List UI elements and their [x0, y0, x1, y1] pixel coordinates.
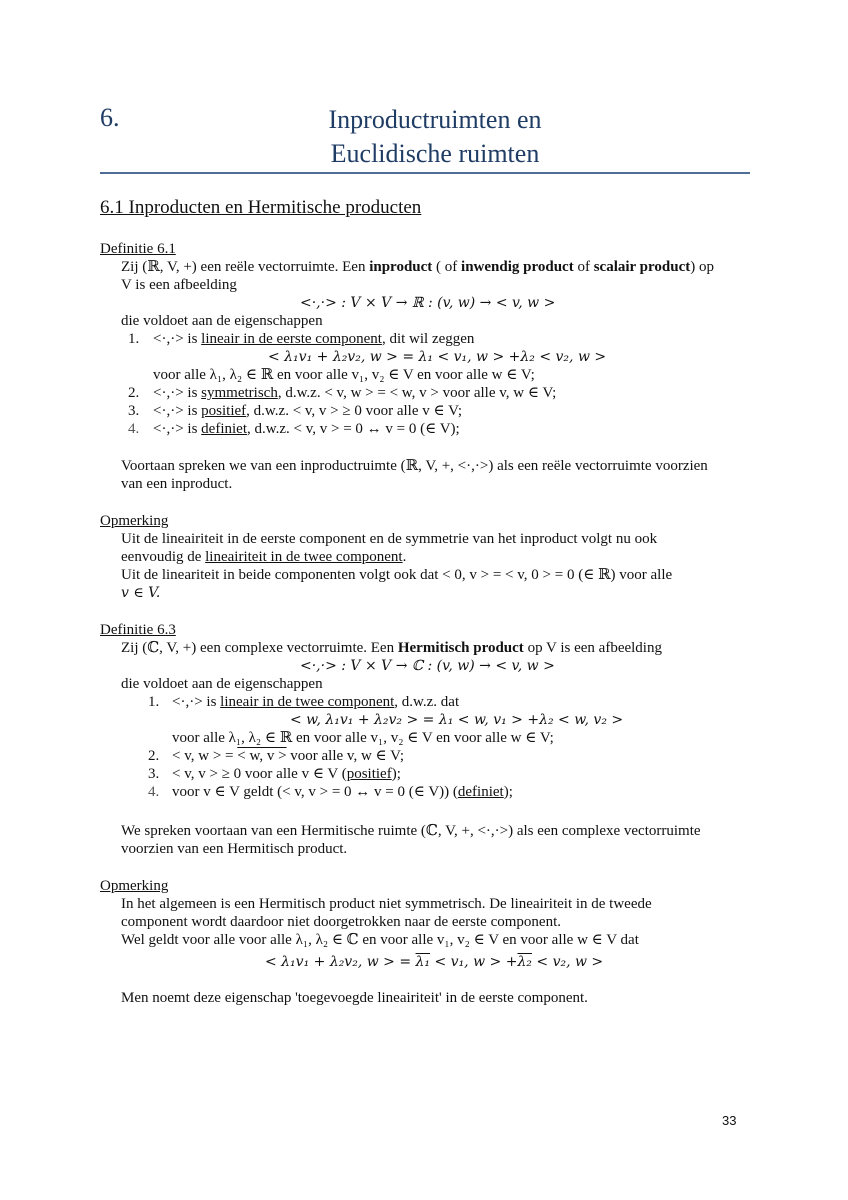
chapter-number: 6. — [100, 103, 120, 132]
property-text: , d.w.z. < v, v > ≥ 0 voor alle v ∈ V; — [246, 403, 462, 419]
definition-6-3-closing-line1: We spreken voortaan van een Hermitische ruimte (ℂ, V, +, <·,·>) als een complexe vectorruimte — [121, 823, 701, 839]
formula-part: < λ₁v₁ + λ₂v₂, w > = — [265, 954, 416, 970]
property-4-text — [153, 420, 460, 438]
hermitian-property-2-number: 2. — [148, 748, 160, 764]
property-1-text — [153, 330, 474, 348]
definition-6-1-map-formula: <·,·> : V × V → ℝ : (v, w) → < v, w > — [300, 295, 556, 311]
property-2-number: 2. — [128, 385, 140, 401]
definition-6-3-closing-line2: voorzien van een Hermitisch product. — [121, 841, 348, 857]
property-text: <·,·> is — [153, 385, 202, 401]
definition-6-1-closing-line2: van een inproduct. — [121, 476, 233, 492]
conjugate-lambda-1: λ₁ — [415, 954, 431, 970]
intro-text: Zij (ℝ, V, +) een reële vectorruimte. Een — [121, 259, 370, 275]
term-hermitisch-product: Hermitisch product — [397, 640, 524, 656]
property-term: symmetrisch — [201, 385, 278, 401]
chapter-title-line1: Inproductruimten en — [328, 105, 542, 134]
intro-text: ) op — [690, 259, 714, 275]
remark-text: eenvoudig de — [121, 549, 206, 565]
term-inwendig-product: inwendig product — [461, 259, 574, 275]
definition-6-3-satisfies: die voldoet aan de eigenschappen — [121, 676, 323, 692]
hermitian-property-2-text — [172, 747, 404, 765]
remark-term: lineairiteit in de twee component — [205, 549, 403, 565]
property-text: voor v ∈ V geldt (< v, v > = 0 ↔ v = 0 (∈ V)) ( — [172, 784, 458, 800]
remark-2-line3: Wel geldt voor alle voor alle λ₁, λ₂ ∈ ℂ en voor alle v₁, v₂ ∈ V en voor alle w ∈ V dat — [121, 932, 639, 948]
remark-2-heading: Opmerking — [100, 878, 169, 894]
property-1-formula: < λ₁v₁ + λ₂v₂, w > = λ₁ < v₁, w > +λ₂ < v₂, w > — [268, 349, 607, 365]
definition-6-3-heading: Definitie 6.3 — [100, 622, 176, 638]
property-term: positief — [201, 403, 247, 419]
property-text: < v, v > ≥ 0 voor alle v ∈ V ( — [172, 766, 347, 782]
property-term: positief — [346, 766, 392, 782]
property-3-number: 3. — [128, 403, 140, 419]
property-text: , dit wil zeggen — [381, 331, 475, 347]
definition-6-3-intro — [121, 639, 662, 657]
property-term: definiet — [201, 421, 247, 437]
property-1-for-all: voor alle λ₁, λ₂ ∈ ℝ en voor alle v₁, v₂ ∈ V en voor alle w ∈ V; — [153, 367, 535, 383]
hermitian-property-1-for-all: voor alle λ₁, λ₂ ∈ ℝ en voor alle v₁, v₂ ∈ V en voor alle w ∈ V; — [172, 730, 554, 746]
remark-1-line3: Uit de lineariteit in beide componenten volgt ook dat < 0, v > = < v, 0 > = 0 (∈ ℝ) voor alle — [121, 567, 673, 583]
property-term: definiet — [457, 784, 504, 800]
remark-1-line4: v ∈ V. — [121, 585, 161, 601]
chapter-title-line2: Euclidische ruimten — [330, 139, 540, 168]
intro-text: of — [573, 259, 594, 275]
property-text: , d.w.z. < v, v > = 0 ↔ v = 0 (∈ V); — [247, 421, 460, 437]
definition-6-1-satisfies: die voldoet aan de eigenschappen — [121, 313, 323, 329]
remark-2-line1: In het algemeen is een Hermitisch product niet symmetrisch. De lineairiteit in de tweede — [121, 896, 652, 912]
term-scalair-product: scalair product — [593, 259, 691, 275]
remark-2-line2: component wordt daardoor niet doorgetrokken naar de eerste component. — [121, 914, 561, 930]
definition-6-3-map-formula: <·,·> : V × V → ℂ : (v, w) → < v, w > — [300, 658, 555, 674]
hermitian-property-3-text — [172, 765, 401, 783]
property-text: <·,·> is — [153, 331, 202, 347]
property-text: ); — [391, 766, 401, 782]
property-text: <·,·> is — [172, 694, 221, 710]
remark-2-line5: Men noemt deze eigenschap 'toegevoegde lineairiteit' in de eerste component. — [121, 990, 588, 1006]
conjugate-term: < w, v > — [237, 748, 287, 764]
property-text: , d.w.z. dat — [394, 694, 460, 710]
chapter-title — [240, 103, 630, 171]
property-text: ); — [503, 784, 513, 800]
hermitian-property-1-text — [172, 693, 459, 711]
intro-text: op V is een afbeelding — [523, 640, 662, 656]
conjugate-lambda-2: λ₂ — [517, 954, 532, 970]
remark-1-heading: Opmerking — [100, 513, 169, 529]
remark-1-line2 — [121, 548, 406, 566]
remark-text: . — [402, 549, 407, 565]
hermitian-property-1-number: 1. — [148, 694, 160, 710]
formula-part: < v₂, w > — [531, 954, 604, 970]
property-text: <·,·> is — [153, 403, 202, 419]
property-text: , d.w.z. < v, w > = < w, v > voor alle v, w ∈ V; — [277, 385, 557, 401]
property-term: lineair in de twee component — [220, 694, 395, 710]
intro-text: ( of — [432, 259, 462, 275]
intro-text: Zij (ℂ, V, +) een complexe vectorruimte. Een — [121, 640, 398, 656]
definition-6-1-heading: Definitie 6.1 — [100, 241, 176, 257]
section-title: 6.1 Inproducten en Hermitische producten — [100, 197, 422, 218]
property-1-number: 1. — [128, 331, 140, 347]
term-inproduct: inproduct — [369, 259, 433, 275]
remark-2-formula — [265, 953, 603, 971]
definition-6-1-intro-line2: V is een afbeelding — [121, 277, 237, 293]
hermitian-property-4-text — [172, 783, 513, 801]
property-text: voor alle v, w ∈ V; — [286, 748, 405, 764]
property-2-text — [153, 384, 556, 402]
remark-1-line1: Uit de lineairiteit in de eerste component en de symmetrie van het inproduct volgt nu ook — [121, 531, 658, 547]
property-4-number: 4. — [128, 421, 140, 437]
property-text: <·,·> is — [153, 421, 202, 437]
formula-part: < v₁, w > + — [430, 954, 518, 970]
definition-6-1-closing-line1: Voortaan spreken we van een inproductruimte (ℝ, V, +, <·,·>) als een reële vectorruimte voorzien — [121, 458, 708, 474]
hermitian-property-4-number: 4. — [148, 784, 160, 800]
hermitian-property-3-number: 3. — [148, 766, 160, 782]
property-text: < v, w > = — [172, 748, 238, 764]
hermitian-property-1-formula: < w, λ₁v₁ + λ₂v₂ > = λ₁ < w, v₁ > +λ₂ < w, v₂ > — [290, 712, 624, 728]
chapter-divider — [100, 172, 750, 174]
page-number: 33 — [722, 1113, 737, 1128]
property-term: lineair in de eerste component — [201, 331, 382, 347]
property-3-text — [153, 402, 462, 420]
definition-6-1-intro — [121, 258, 714, 276]
